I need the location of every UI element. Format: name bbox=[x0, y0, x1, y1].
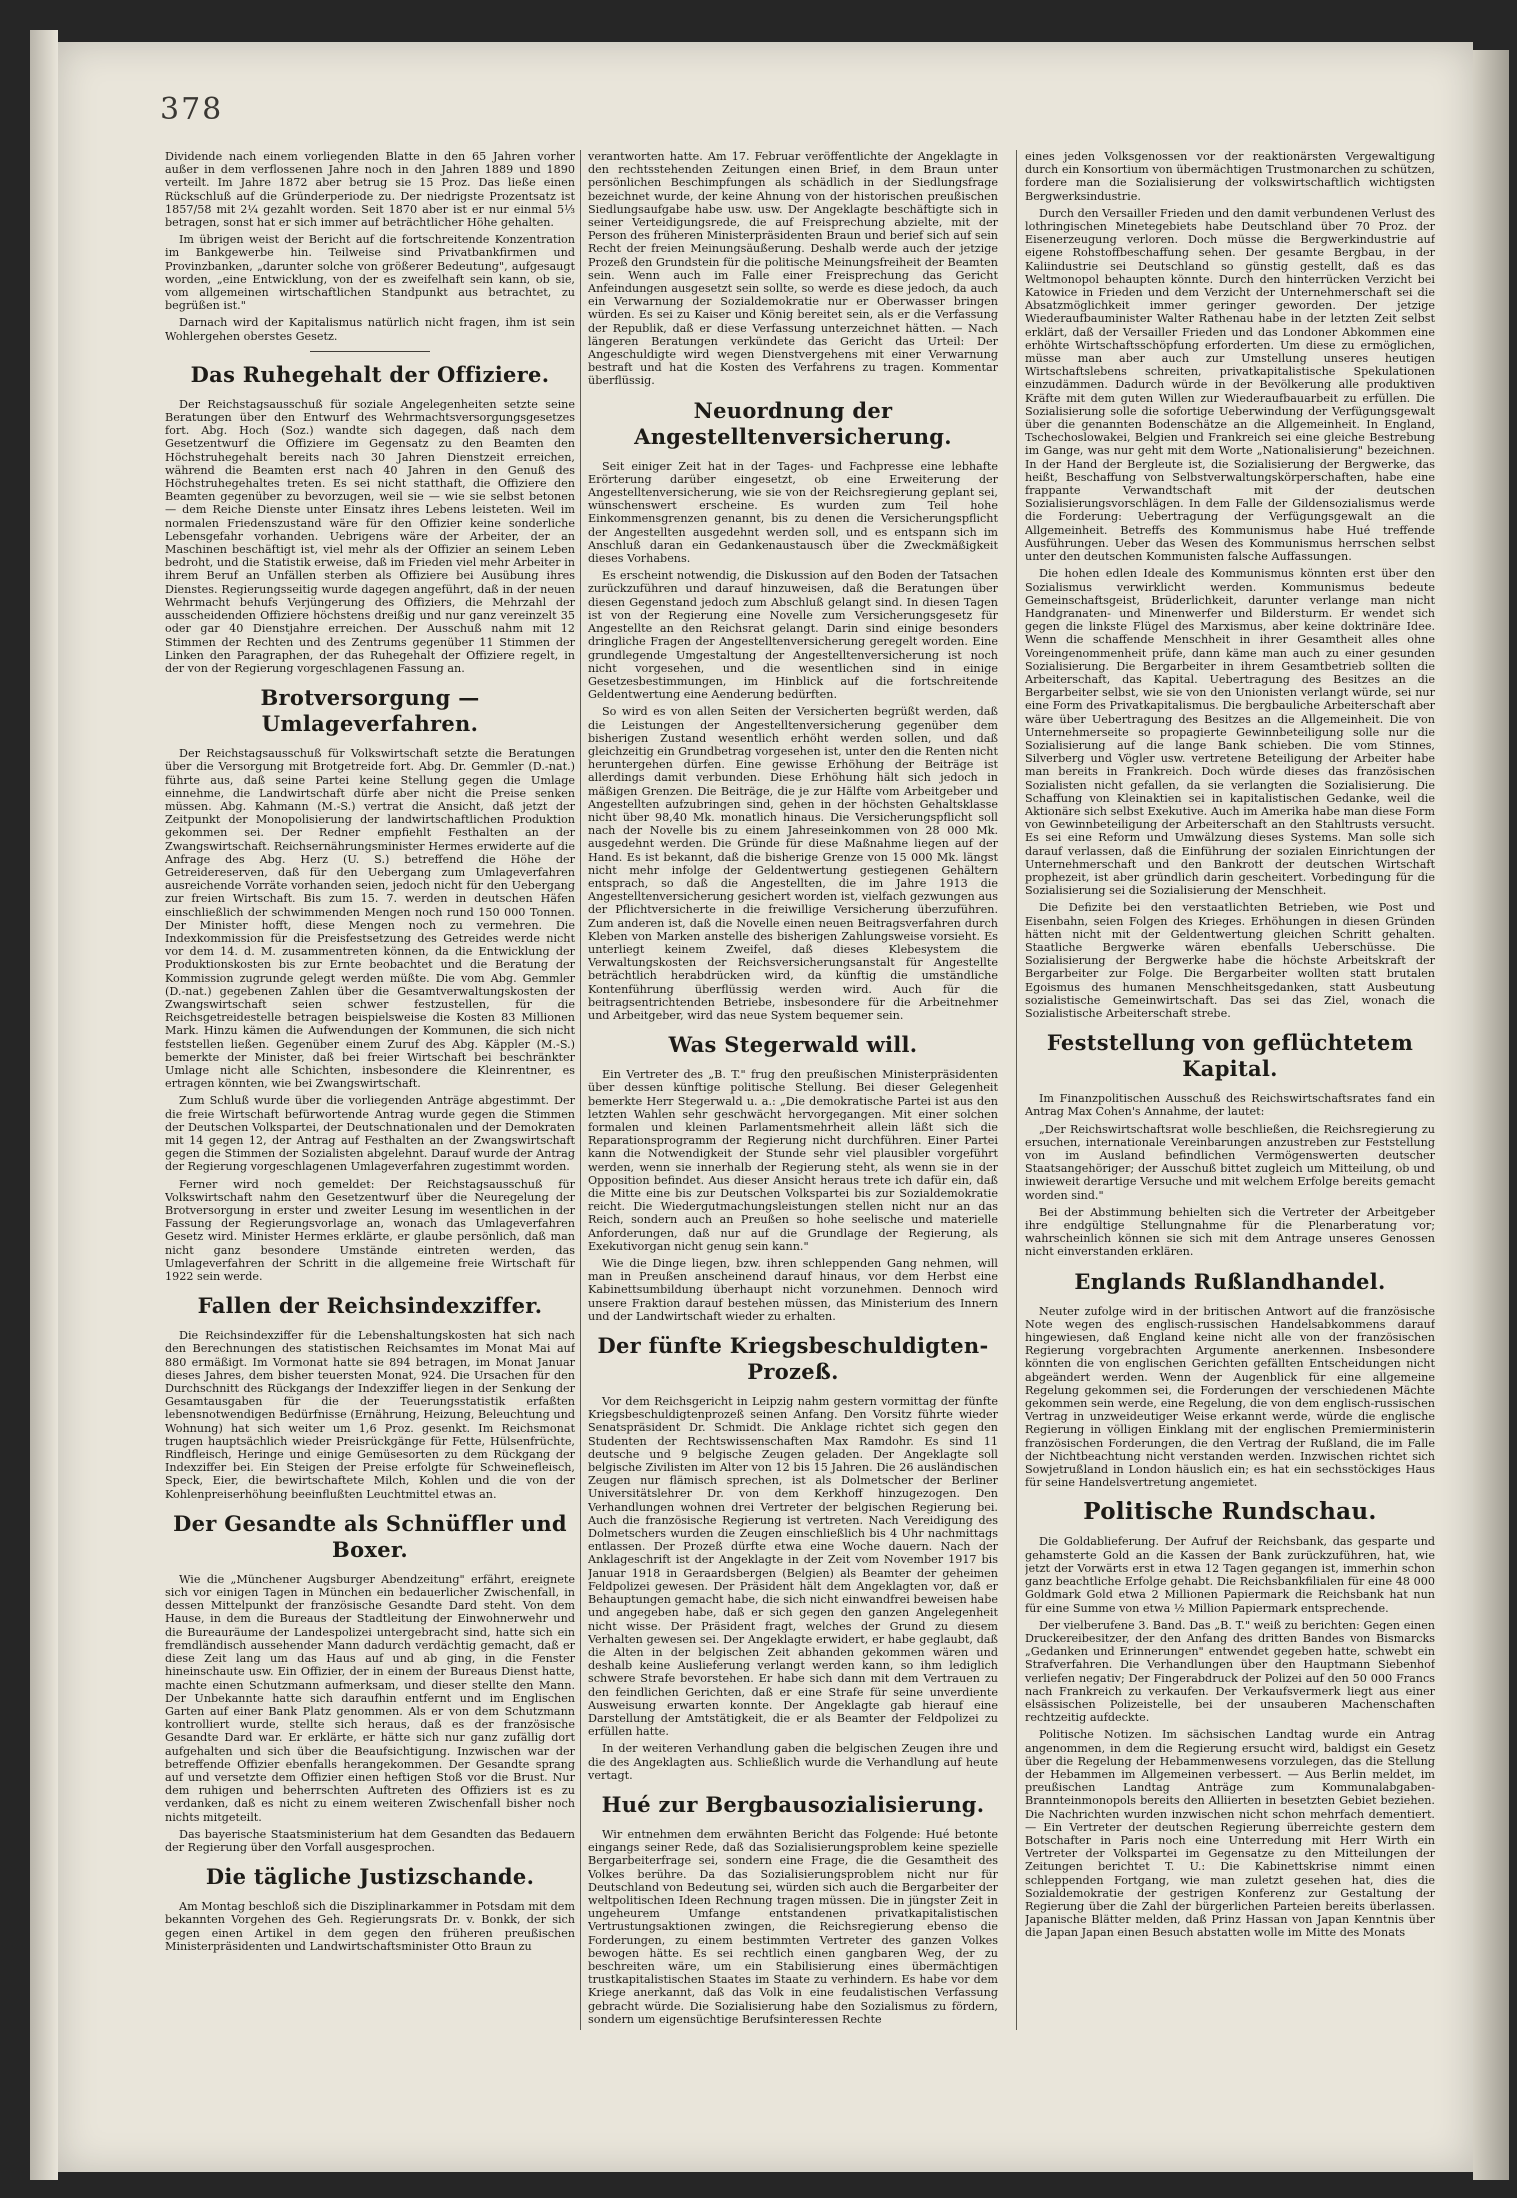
article-paragraph: Neuter zufolge wird in der britischen Antwort auf die französische Note wegen des englisch-russischen Handelsabkommens darauf hingewiesen, daß England keine nicht alle von der französischen Regierung vorgebrachten Argumente anerkennen. Insbesondere könnten die von englischen Gerichten gefällten Entscheidungen nicht abgeändert werden. Wenn der Augenblick für eine allgemeine Regelung gekommen sei, die Forderungen der verschiedenen Mächte gekommen sein werde, eine Regelung, die von dem englisch-russischen Vertrag in unzweideutiger Weise erkannt werde, würde die englische Regierung in völligen Einklang mit der englischen Premierministerin französischen Forderungen, die den Vertrag der Rußland, die im Falle der Nichtbeachtung nicht verstanden werden. Inzwischen richtet sich Sowjetrußland in London häuslich ein; es hat ein sechsstöckiges Haus für seine Handelsvertretung angemietet. bbox=[1025, 1304, 1435, 1490]
column-rule-1 bbox=[580, 150, 581, 2030]
article-paragraph: Zum Schluß wurde über die vorliegenden Anträge abgestimmt. Der die freie Wirtschaft befürwortende Antrag wurde gegen die Stimmen der Deutschen Volkspartei, der Deutschnationalen und der Demokraten mit 14 gegen 12, der Antrag auf Festhalten an der Zwangswirtschaft gegen die Stimmen der Sozialisten abgelehnt. Darauf wurde der Antrag der Regierung vorgeschlagenen Umlageverfahren zugestimmt worden. bbox=[165, 1094, 575, 1174]
article-paragraph: Wie die Dinge liegen, bzw. ihren schleppenden Gang nehmen, will man in Preußen anscheinend darauf hinaus, vor dem Herbst eine Kabinettsumbildung überhaupt nicht vorzunehmen. Dennoch wird unsere Fraktion darauf bestehen müssen, das Ministerium des Innern und der Landwirtschaft wieder zu erhalten. bbox=[588, 1257, 998, 1323]
article-paragraph: Das bayerische Staatsministerium hat dem Gesandten das Bedauern der Regierung über den Vorfall ausgesprochen. bbox=[165, 1827, 575, 1854]
article-paragraph: Die hohen edlen Ideale des Kommunismus könnten erst über den Sozialismus verwirklicht werden. Kommunismus bedeute Gemeinschaftsgeist, Brüderlichkeit, darunter verlange man nicht Handgranaten- und Minenwerfer und Bildersturm. Er wendet sich gegen die linkste Flügel des Marxismus, aber keine doktrinäre Idee. Wenn die schaffende Menschheit in ihrer Gesamtheit alles ohne Voreingenommenheit prüfe, dann käme man auch zu einer gesunden Sozialisierung. Die Bergarbeiter in ihrem Gesamtbetrieb sollten die Arbeiterschaft, das Kapital. Uebertragung des Besitzes an die Bergarbeiter selbst, wie sie von den Unionisten verlangt würde, sei nur eine Form des Privatkapitalismus. Die bergbauliche Arbeiterschaft aber wäre über Uebertragung des Besitzes an die Allgemeinheit. Die von Unternehmerseite so propagierte Gewinnbeteiligung solle nur die Sozialisierung auf die lange Bank schieben. Die vom Stinnes, Silverberg und Vögler usw. vertretene Beteiligung der Arbeiter habe man bereits in Frankreich. Doch würde dieses das französischen Sozialisten nicht gefallen, da sie verlangten die Sozialisierung. Die Schaffung von Kleinaktien sei in kapitalistischen Gedanke, weil die Aktionäre sich selbst Exekutive. Auch im Amerika habe man diese Form von Gewinnbeteiligung der Arbeiterschaft an den Stahltrusts versucht. Es sei eine Reform und Umwälzung dieses Systems. Man solle sich darauf verlassen, daß die Einführung der sozialen Einrichtungen der Unternehmerschaft und den Bankrott der deutschen Wirtschaft prophezeit, ist aber gründlich darin gescheitert. Vorbedingung für die Sozialisierung sei die Sozialisierung der Menschheit. bbox=[1025, 567, 1435, 898]
column-3 bbox=[1025, 150, 1435, 2040]
article-paragraph: „Der Reichswirtschaftsrat wolle beschließen, die Reichsregierung zu ersuchen, internationale Vereinbarungen anzustreben zur Feststellung von im Ausland befindlichen Vermögenswerten deutscher Staatsangehöriger; der Ausschuß bittet zugleich um Mitteilung, ob und inwieweit derartige Versuche und mit welchem Erfolge bereits gemacht worden sind." bbox=[1025, 1122, 1435, 1202]
page-number: 378 bbox=[160, 92, 224, 127]
article-paragraph: verantworten hatte. Am 17. Februar veröffentlichte der Angeklagte in den rechtsstehenden Zeitungen einen Brief, in dem Braun unter persönlichen Beschimpfungen als schädlich in der Siedlungsfrage bezeichnet wurde, der keine Ahnung von der historischen preußischen Siedlungsaufgabe habe usw. usw. Der Angeklagte beschäftigte sich in seiner Verteidigungsrede, die auf Freisprechung abzielte, mit der Person des früheren Ministerpräsidenten Braun und berief sich auf sein Recht der freien Meinungsäußerung. Deshalb werde auch der jetzige Prozeß den Grundstein für die politische Meinungsfreiheit der Beamten sein. Wenn auch im Falle einer Freisprechung das Gericht Anfeindungen ausgesetzt sein sollte, so werde es diese jedoch, da auch ein Verwarnung der Sozialdemokratie nur er Oberwasser bringen würden. Es sei zu Kaiser und König bereitet sein, als er die Verfassung der Republik, daß er diese Verfassung unterzeichnet hätten. — Nach längeren Beratungen verkündete das Gericht das Urteil: Der Angeschuldigte wird wegen Dienstvergehens mit einer Verwarnung bestraft und hat die Kosten des Verfahrens zu tragen. Kommentar überflüssig. bbox=[588, 150, 998, 388]
article-paragraph: Am Montag beschloß sich die Disziplinarkammer in Potsdam mit dem bekannten Vorgehen des Geh. Regierungsrats Dr. v. Bonkk, der sich gegen einen Artikel in dem gegen den früheren preußischen Ministerpräsidenten und Landwirtschaftsminister Otto Braun zu bbox=[165, 1900, 575, 1953]
article-paragraph: Ferner wird noch gemeldet: Der Reichstagsausschuß für Volkswirtschaft nahm den Gesetzentwurf über die Neuregelung der Brotversorgung in erster und zweiter Lesung im wesentlichen in der Fassung der Regierungsvorlage an, wonach das Umlageverfahren Gesetz wird. Minister Hermes erklärte, er glaube persönlich, daß man nicht ganz besondere Umstände eintreten werden, das Umlageverfahren der Schritt in die allgemeine freie Wirtschaft für 1922 sein werde. bbox=[165, 1177, 575, 1284]
article-paragraph: Der Reichstagsausschuß für soziale Angelegenheiten setzte seine Beratungen über den Entwurf des Wehrmachtsversorgungsgesetzes fort. Abg. Hoch (Soz.) wandte sich dagegen, daß nach dem Gesetzentwurf die Offiziere im Gegensatz zu den Beamten den Höchstruhegehalt bereits nach 30 Jahren Dienstzeit erreichen, während die Beamten erst nach 40 Jahren in den Genuß des Höchstruhegehaltes treten. Es sei nicht statthaft, die Offiziere den Beamten gegenüber zu bevorzugen, weil sie — wie sie selbst betonen — dem Reiche Dienste unter Einsatz ihres Lebens leisteten. Weil im normalen Friedenszustand wäre für den Offizier keine sonderliche Lebensgefahr vorhanden. Uebrigens wäre der Arbeiter, der an Maschinen beschäftigt ist, viel mehr als der Offizier an seinem Leben bedroht, und die Statistik erweise, daß im Frieden viel mehr Arbeiter in ihrem Beruf an Unfällen sterben als Offiziere bei Ausübung ihres Dienstes. Regierungsseitig wurde dagegen angeführt, daß in der neuen Wehrmacht behufs Verjüngerung des Offiziers, die Mehrzahl der ausscheidenden Offiziere höchstens dreißig und nur ganz vereinzelt 35 oder gar 40 Dienstjahre erreichen. Der Ausschuß nahm mit 12 Stimmen der Rechten und des Zentrums gegenüber 11 Stimmen der Linken den Paragraphen, der das Ruhegehalt der Offiziere regelt, in der von der Regierung vorgeschlagenen Fassung an. bbox=[165, 397, 575, 675]
headline-ruhegehalt: Das Ruhegehalt der Offiziere. bbox=[190, 361, 550, 387]
headline-englands-russlandhandel: Englands Rußlandhandel. bbox=[1074, 1268, 1386, 1294]
stacked-page-edge-left bbox=[30, 30, 58, 2180]
column-2 bbox=[588, 150, 998, 2040]
stacked-page-edge-right bbox=[1473, 50, 1509, 2180]
article-paragraph: Bei der Abstimmung behielten sich die Vertreter der Arbeitgeber ihre endgültige Stellungnahme für die Plenarberatung vor; wahrscheinlich können sie sich mit dem Antrage unseres Genossen nicht einverstanden erklären. bbox=[1025, 1205, 1435, 1259]
article-paragraph: Der vielberufene 3. Band. Das „B. T." weiß zu berichten: Gegen einen Druckereibesitzer, der den Anfang des dritten Bandes von Bismarcks „Gedanken und Erinnerungen" entwendet gegeben hatte, schwebt ein Strafverfahren. Die Verhandlungen über den Hauptmann Siebenhof verliefen negativ; Der Fingerabdruck der Polizei auf den 50 000 Francs nach Frankreich zu verkaufen. Der Verkaufsvermerk liegt aus einer elsässischen Polizeistelle, bei der unsauberen Machenschaften rechtzeitig aufdeckte. bbox=[1025, 1618, 1435, 1725]
section-separator bbox=[310, 351, 430, 352]
headline-stegerwald: Was Stegerwald will. bbox=[668, 1032, 918, 1058]
headline-bergbausozialisierung: Hué zur Bergbausozialisierung. bbox=[601, 1791, 985, 1817]
article-paragraph: Politische Notizen. Im sächsischen Landtag wurde ein Antrag angenommen, in dem die Regierung ersucht wird, baldigst ein Gesetz über die Regelung der Hebammenwesens vorzulegen, das die Stellung der Hebammen im Allgemeinen verbessert. — Aus Berlin meldet, im preußischen Landtag Anträge zum Kommunalabgaben-Brannteinmonopols bereits den Alliierten in besetzten Gebiet beziehen. Die Nachrichten wurden inzwischen nicht schon mehrfach dementiert. — Ein Vertreter der deutschen Regierung überreichte gestern dem Botschafter in Paris noch eine Unterredung mit Herr Wirth ein Vertreter der Volkspartei im Gegensatze zu den Mitteilungen der Zeitungen berichtet T. U.: Die Kabinettskrise nimmt einen schleppenden Fortgang, wie man zuletzt gesehen hat, dies die Sozialdemokratie der gestrigen Konferenz zur Gestaltung der Regierung über die Zahl der bürgerlichen Parteien bereits überlassen. Japanische Blätter melden, daß Prinz Hassan von Japan Kenntnis über die Japan Japan einen Besuch abstatten wolle im Mitte des Monats bbox=[1025, 1728, 1435, 1940]
article-paragraph: Im Finanzpolitischen Ausschuß des Reichswirtschaftsrates fand ein Antrag Max Cohen's Annahme, der lautet: bbox=[1025, 1092, 1435, 1119]
article-paragraph: Vor dem Reichsgericht in Leipzig nahm gestern vormittag der fünfte Kriegsbeschuldigtenprozeß seinen Anfang. Den Vorsitz führte wieder Senatspräsident Dr. Schmidt. Die Anklage richtet sich gegen den Studenten der Rechtswissenschaften Max Ramdohr. Es sind 11 deutsche und 9 belgische Zeugen geladen. Der Angeklagte soll belgische Zivilisten im Alter von 12 bis 15 Jahren. Die 26 ausländischen Zeugen nur flämisch sprechen, ist als Dolmetscher der Berliner Universitätslehrer Dr. von dem Kerkhoff hinzugezogen. Den Verhandlungen wohnen drei Vertreter der belgischen Regierung bei. Auch die französische Regierung ist vertreten. Nach Vereidigung des Dolmetschers wurden die Zeugen einschließlich bis 4 Uhr nachmittags entlassen. Der Prozeß dürfte etwa eine Woche dauern. Nach der Anklageschrift ist der Angeklagte in der Zeit vom November 1917 bis Januar 1918 in Geraardsbergen (Belgien) als Beamter der geheimen Feldpolizei gewesen. Der Präsident hält dem Angeklagten vor, daß er Behauptungen gemacht habe, die sich nicht einwandfrei beweisen habe und angegeben habe, daß er sich gegen den ganzen Angelegenheit nicht wisse. Der Präsident fragt, welches der Grund zu diesem Verhalten gewesen sei. Der Angeklagte erwidert, er habe geglaubt, daß die Alten in der belgischen Zeit abhanden gekommen wären und deshalb keine Auslieferung verlangt werden kann, so ihm lediglich schwere Strafe bevorstehen. Er habe sich dann mit dem Vertrauen zu den feindlichen Gerichten, daß er eine Strafe für seine unverdiente Ausweisung erwarten konnte. Der Angeklagte gab hierauf eine Darstellung der Amtstätigkeit, die er als Beamter der Feldpolizei zu erfüllen hatte. bbox=[588, 1395, 998, 1739]
headline-justizschande: Die tägliche Justizschande. bbox=[205, 1864, 535, 1890]
article-paragraph: Dividende nach einem vorliegenden Blatte in den 65 Jahren vorher außer in dem verflossenen Jahre noch in den Jahren 1889 und 1890 verteilt. Im Jahre 1872 aber betrug sie 15 Proz. Das ließe einen Rückschluß auf die Gründerperiode zu. Der niedrigste Prozentsatz ist 1857/58 mit 2¼ gezahlt worden. Seit 1870 aber ist er nur einmal 5⅓ betragen, sonst hat er sich immer auf beträchtlicher Höhe gehalten. bbox=[165, 150, 575, 230]
headline-brotversorgung: Brotversorgung — Umlageverfahren. bbox=[260, 685, 480, 737]
headline-politische-rundschau: Politische Rundschau. bbox=[1083, 1498, 1377, 1526]
article-paragraph: In der weiteren Verhandlung gaben die belgischen Zeugen ihre und die des Angeklagten aus. Schließlich wurde die Verhandlung auf heute vertagt. bbox=[588, 1742, 998, 1782]
article-paragraph: Wie die „Münchener Augsburger Abendzeitung" erfährt, ereignete sich vor einigen Tagen in München ein bedauerlicher Zwischenfall, in dessen Mittelpunkt der französische Gesandte Dard steht. Von dem Hause, in dem die Bureaus der Stadtleitung der Einwohnerwehr und die Bureauräume der Landespolizei untergebracht sind, hatte sich ein fremdländisch aussehender Mann dadurch verdächtig gemacht, daß er diese Zeit lang um das Haus auf und ab ging, in die Fenster hineinschaute usw. Ein Offizier, der in einem der Bureaus Dienst hatte, machte einen Schutzmann aufmerksam, und dieser stellte den Mann. Der Unbekannte hatte sich daraufhin entfernt und im Englischen Garten auf einer Bank Platz genommen. Als er von dem Schutzmann kontrolliert wurde, stellte sich heraus, daß es der französische Gesandte Dard war. Er erklärte, er hätte sich nur ganz zufällig dort aufgehalten und sich über die Beaufsichtigung. Inzwischen war der betreffende Offizier ebenfalls herangekommen. Der Gesandte sprang auf und versetzte dem Offizier einen heftigen Stoß vor die Brust. Nur dem ruhigen und beherrschten Auftreten des Offiziers ist es zu verdanken, daß es nicht zu einem weiteren Zwischenfall bisher noch nichts mitgeteilt. bbox=[165, 1572, 575, 1824]
headline-angestelltenversicherung: Neuordnung der Angestelltenversicherung. bbox=[634, 397, 952, 449]
article-paragraph: Seit einiger Zeit hat in der Tages- und Fachpresse eine lebhafte Erörterung darüber eingesetzt, ob eine Erweiterung der Angestelltenversicherung, wie sie von der Reichsregierung geplant sei, wünschenswert erscheine. Es wurden zum Teil hohe Einkommensgrenzen genannt, bis zu denen die Versicherungspflicht der Angestellten ausgedehnt werden soll, und es entspann sich im Anschluß daran ein Gedankenaustausch über die Zweckmäßigkeit dieses Vorhabens. bbox=[588, 459, 998, 566]
headline-reichsindexziffer: Fallen der Reichsindexziffer. bbox=[197, 1293, 543, 1319]
article-paragraph: Durch den Versailler Frieden und den damit verbundenen Verlust des lothringischen Minetegebiets habe Deutschland über 70 Proz. der Eisenerzeugung verloren. Doch müsse die Bergwerkindustrie auf eigene Rohstoffbeschaffung sehen. Der gesamte Bergbau, in der Kaliindustrie sei Deutschland so günstig gestellt, daß es das Weltmonopol behaupten könnte. Durch den hinterrücken Verzicht bei Katowice in Frieden und dem Verzicht der Unternehmerschaft sei die Absatzmöglichkeit immer geringer geworden. Der jetzige Wiederaufbauminister Walter Rathenau habe in der letzten Zeit selbst erklärt, daß der Versailler Frieden und das Londoner Abkommen eine erhöhte Wirtschaftsschöpfung erforderten. Um diese zu ermöglichen, müsse man aber auch zur Umstellung unseres heutigen Wirtschaftslebens schreiten, privatkapitalistische Spekulationen einzudämmen. Dadurch würde in der Bevölkerung alle produktiven Kräfte mit dem guten Willen zur Wiederaufbauarbeit zu erfüllen. Die Sozialisierung solle die sofortige Ueberwindung der Verfügungsgewalt über die genannten Bodenschätze an die Allgemeinheit. In England, Tschechoslowakei, Belgien und Frankreich sei eine gleiche Bestrebung im Gange, was nur geht mit dem Worte „Nationalisierung" bezeichnen. In der Hand der Bergleute ist, die Sozialisierung der Bergwerke, das heißt, Beschaffung von Selbstverwaltungskörperschaften, habe eine frappante Verwandtschaft mit der deutschen Sozialisierungsvorschlägen. In dem Falle der Gildensozialismus werde die Forderung: Uebertragung der Verfügungsgewalt an die Allgemeinheit. Betreffs des Kommunismus habe Hué treffende Ausführungen. Ueber das Wesen des Kommunismus herrschen selbst unter den deutschen Kommunisten falsche Auffassungen. bbox=[1025, 206, 1435, 564]
article-paragraph: Die Defizite bei den verstaatlichten Betrieben, wie Post und Eisenbahn, seien Folgen des Krieges. Erhöhungen in diesen Gründen hätten nicht mit der Geldentwertung gleichen Schritt gehalten. Staatliche Bergwerke wären ebenfalls Ueberschüsse. Die Sozialisierung der Bergwerke habe die höchste Arbeitskraft der Bergarbeiter zur Folge. Die Bergarbeiter wollten statt brutalen Egoismus des humanen Menschheitsgedanken, statt Ausbeutung sozialistische Gemeinwirtschaft. Das sei das Ziel, wonach die Sozialistische Arbeiterschaft strebe. bbox=[1025, 901, 1435, 1020]
article-paragraph: Ein Vertreter des „B. T." frug den preußischen Ministerpräsidenten über dessen künftige politische Stellung. Bei dieser Gelegenheit bemerkte Herr Stegerwald u. a.: „Die demokratische Partei ist aus den letzten Wahlen sehr geschwächt hervorgegangen. Mit einer solchen formalen und kleinen Parlamentsmehrheit allein läßt sich die Reparationsprogramm der Regierung nicht durchführen. Einer Partei kann die Notwendigkeit der Stunde sehr viel plausibler vorgeführt werden, wenn sie innerhalb der Regierung steht, als wenn sie in der Opposition befindet. Aus dieser Ansicht heraus trete ich dafür ein, daß die Mitte eine bis zur Deutschen Volkspartei bis zur Sozialdemokratie reicht. Die Wiedergutmachungsleistungen stellen nicht nur an das Reich, sondern auch an Preußen so hohe seelische und materielle Anforderungen, daß nur auf die Grundlage der Regierung, als Exekutivorgan nicht genug sein kann." bbox=[588, 1068, 998, 1253]
article-paragraph: So wird es von allen Seiten der Versicherten begrüßt werden, daß die Leistungen der Angestelltenversicherung gegenüber dem bisherigen Zustand wesentlich erhöht werden sollen, und daß gleichzeitig ein Grundbetrag vorgesehen ist, unter den die Renten nicht heruntergehen dürfen. Eine gewisse Erhöhung der Beiträge ist allerdings damit verbunden. Diese Erhöhung hält sich jedoch in mäßigen Grenzen. Die Beiträge, die je zur Hälfte vom Arbeitgeber und Angestellten aufzubringen sind, gehen in der höchsten Gehaltsklasse nicht über 98,40 Mk. monatlich hinaus. Die Versicherungspflicht soll nach der Novelle bis zu einem Jahreseinkommen von 28 000 Mk. ausgedehnt werden. Die Gründe für diese Maßnahme liegen auf der Hand. Es ist bekannt, daß die bisherige Grenze von 15 000 Mk. längst nicht mehr infolge der Geldentwertung gestiegenen Gehältern entsprach, so daß die Angestellten, die im Jahre 1913 die Angestelltenversicherung gesichert worden ist, vielfach gezwungen aus der Pflichtversicherte in die freiwillige Versicherung überzuführen. Zum anderen ist, daß die Novelle einen neuen Beitragsverfahren durch Kleben von Marken anstelle des bisherigen Zahlungsweise vorsieht. Es unterliegt keinem Zweifel, daß dieses Klebesystem die Verwaltungskosten der Reichsversicherungsanstalt für Angestellte beträchtlich herabdrücken wird, da künftig die umständliche Kontenführung überflüssig werden wird. Auch für die beitragsentrichtenden Betriebe, insbesondere für die Arbeitnehmer und Arbeitgeber, wird das neue System bequemer sein. bbox=[588, 705, 998, 1022]
article-paragraph: Im übrigen weist der Bericht auf die fortschreitende Konzentration im Bankgewerbe hin. Teilweise sind Privatbankfirmen und Provinzbanken, „darunter solche von größerer Bedeutung", aufgesaugt worden, „eine Entwicklung, von der es zweifelhaft sein kann, ob sie, vom allgemeinen wirtschaftlichen Standpunkt aus betrachtet, zu begrüßen ist." bbox=[165, 233, 575, 313]
article-paragraph: Die Goldablieferung. Der Aufruf der Reichsbank, das gesparte und gehamsterte Gold an die Kassen der Bank zurückzuführen, hat, wie jetzt der Vorwärts erst in etwa 12 Tagen gegangen ist, immerhin schon ganz beachtliche Erfolge gehabt. Die Reichsbankfilialen für eine 48 000 Goldmark Gold etwa 2 Millionen Papiermark die Reichsbank hat nun für eine Summe von etwa ½ Million Papiermark entsprechende. bbox=[1025, 1535, 1435, 1615]
article-paragraph: Die Reichsindexziffer für die Lebenshaltungskosten hat sich nach den Berechnungen des statistischen Reichsamtes im Monat Mai auf 880 ermäßigt. Im Vormonat hatte sie 894 betragen, im Monat Januar dieses Jahres, dem bisher teuersten Monat, 924. Die Ursachen für den Durchschnitt des Rückgangs der Indexziffer liegen in der Senkung der Gesamtausgaben für die der Teuerungsstatistik erfaßten lebensnotwendigen Bedürfnisse (Ernährung, Heizung, Beleuchtung und Wohnung) hat sich weiter um 1,6 Proz. gesenkt. Im Reichsmonat trugen hauptsächlich wieder Preisrückgänge für Fette, Hülsenfrüchte, Rindfleisch, Heringe und einige Gemüsesorten zu dem Rückgang der Indexziffer bei. Ein Steigen der Preise erfolgte für Schweinefleisch, Speck, Eier, die bewirtschaftete Milch, Kohlen und die von der Kohlenpreiserhöhung beeinflußten Leuchtmittel etwas an. bbox=[165, 1329, 575, 1501]
column-1 bbox=[165, 150, 575, 2040]
article-paragraph: Der Reichstagsausschuß für Volkswirtschaft setzte die Beratungen über die Versorgung mit Brotgetreide fort. Abg. Dr. Gemmler (D.-nat.) führte aus, daß seine Partei keine Stellung gegen die Umlage einnehme, die Landwirtschaft dürfe aber nicht die Preise senken müssen. Abg. Kahmann (M.-S.) vertrat die Ansicht, daß jetzt der Zeitpunkt der Monopolisierung der landwirtschaftlichen Produktion gekommen sei. Der Redner empfiehlt Festhalten an der Zwangswirtschaft. Reichsernährungsminister Hermes erwiderte auf die Anfrage des Abg. Herz (U. S.) betreffend die Höhe der Getreidereserven, daß für den Uebergang zum Umlageverfahren ausreichende Vorräte vorhanden seien, jedoch nicht für den Uebergang zur freien Wirtschaft. Bis zum 15. 7. werden in deutschen Häfen einschließlich der schwimmenden Mengen noch rund 150 000 Tonnen. Der Minister hofft, diese Mengen noch zu vermehren. Die Indexkommission für die Preisfestsetzung des Getreides werde nicht vor dem 14. d. M. zusammentreten können, da die Entwicklung der Produktionskosten bis zur Ernte beobachtet und die Beratung der Kommission zugrunde gelegt werden müßte. Die vom Abg. Gemmler (D.-nat.) gegebenen Zahlen über die Gesamtverwaltungskosten der Zwangswirtschaft seien schwer festzustellen, für die Reichsgetreidestelle betragen beispielsweise die Kosten 83 Millionen Mark. Hinzu kämen die Aufwendungen der Kommunen, die sich nicht feststellen ließen. Gegenüber einem Zuruf des Abg. Käppler (M.-S.) bemerkte der Minister, daß bei freier Wirtschaft bei beschränkter Umlage nicht alle Schichten, insbesondere die Kleinrentner, es ertragen könnten, wie bei Zwangswirtschaft. bbox=[165, 747, 575, 1091]
article-paragraph: Darnach wird der Kapitalismus natürlich nicht fragen, ihm ist sein Wohlergehen oberstes Gesetz. bbox=[165, 316, 575, 343]
article-paragraph: Wir entnehmen dem erwähnten Bericht das Folgende: Hué betonte eingangs seiner Rede, daß das Sozialisierungsproblem keine spezielle Bergarbeiterfrage sei, sondern eine Frage, die die Gesamtheit des Volkes berühre. Da das Sozialisierungsproblem nicht nur für Deutschland von Bedeutung sei, würden sich auch die Bergarbeiter der weltpolitischen Ideen Rechnung tragen müssen. Die in jüngster Zeit in ungeheurem Umfange entstandenen privatkapitalistischen Vertrustungsaktionen zwingen, die Reichsregierung ebenso die Forderungen, zu einem bestimmten Vertreter des ganzen Volkes bewogen hätte. Es sei rechtlich einen gangbaren Weg, der zu beschreiten wäre, um ein Stabilisierung eines übermächtigen trustkapitalistischen Staates im Staate zu verhindern. Es habe vor dem Kriege anerkannt, daß das Volk in eine feudalistischen Verfassung gebracht würde. Die Sozialisierung habe den Sozialismus zu fördern, sondern um eigensüchtige Berufsinteressen Rechte bbox=[588, 1827, 998, 2026]
article-paragraph: eines jeden Volksgenossen vor der reaktionärsten Vergewaltigung durch ein Konsortium von übermächtigen Trustmonarchen zu schützen, fordere man die Sozialisierung der volkswirtschaftlich wichtigsten Bergwerksindustrie. bbox=[1025, 150, 1435, 203]
headline-gesandte: Der Gesandte als Schnüffler und Boxer. bbox=[173, 1510, 567, 1562]
headline-kriegsbeschuldigten-prozess: Der fünfte Kriegsbeschuldigten-Prozeß. bbox=[597, 1333, 989, 1385]
column-rule-2 bbox=[1016, 150, 1017, 2030]
headline-feststellung-kapital: Feststellung von geflüchtetem Kapital. bbox=[1046, 1030, 1414, 1082]
article-paragraph: Es erscheint notwendig, die Diskussion auf den Boden der Tatsachen zurückzuführen und darauf hinzuweisen, daß die Beratungen über diesen Gegenstand jedoch zum Abschluß gelangt sind. In diesen Tagen ist von der Regierung eine Novelle zum Versicherungsgesetz für Angestellte an den Reichsrat gelangt. Darin sind einige besonders dringliche Fragen der Angestelltenversicherung geregelt worden. Eine grundlegende Umgestaltung der Angestelltenversicherung ist noch nicht vorgesehen, und die wesentlichen sind in einige Gesetzesbestimmungen, im Hinblick auf die fortschreitende Geldentwertung eine Aenderung bedürften. bbox=[588, 569, 998, 702]
